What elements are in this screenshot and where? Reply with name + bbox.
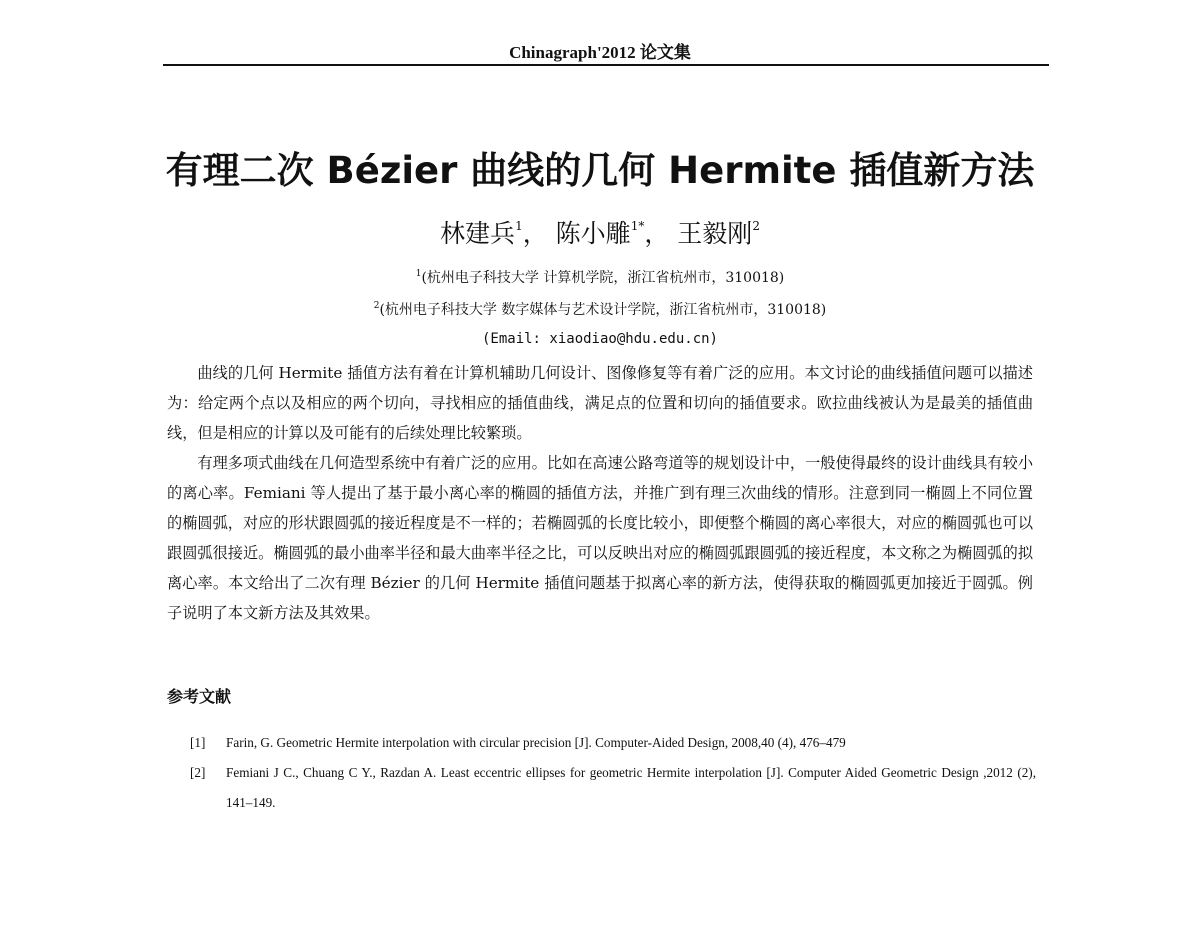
reference-number: [1] (190, 735, 206, 750)
author-name: 王毅刚 (677, 219, 753, 248)
paper-title: 有理二次 Bézier 曲线的几何 Hermite 插值新方法 (165, 149, 1035, 192)
affiliation-1 (0, 267, 1200, 287)
author-name: 林建兵 (440, 219, 516, 248)
reference-text: Femiani J C., Chuang C Y., Razdan A. Least eccentric ellipses for geometric Hermite interpolation [J]. Computer Aided Geometric Design ,2012 (2), 141–149. (226, 765, 1036, 810)
reference-item (190, 728, 1036, 758)
reference-item (190, 758, 1036, 818)
affiliation-mark: 2 (373, 301, 380, 311)
author-line (0, 214, 1200, 250)
abstract-paragraph: 曲线的几何 Hermite 插值方法有着在计算机辅助几何设计、图像修复等有着广泛的应用。本文讨论的曲线插值问题可以描述为：给定两个点以及相应的两个切向，寻找相应的插值曲线，满足点的位置和切向的插值要求。欧拉曲线被认为是最美的插值曲线，但是相应的计算以及可能有的后续处理比较繁琐。 (167, 364, 1033, 442)
contact-email: (Email: xiaodiao@hdu.edu.cn) (481, 331, 718, 347)
abstract-body (167, 358, 1033, 628)
running-header: Chinagraph'2012 论文集 (509, 43, 691, 62)
abstract-paragraph: 有理多项式曲线在几何造型系统中有着广泛的应用。比如在高速公路弯道等的规划设计中，一般使得最终的设计曲线具有较小的离心率。Femiani 等人提出了基于最小离心率的椭圆的插值方法，并推广到有理三次曲线的情形。注意到同一椭圆上不同位置的椭圆弧，对应的形状跟圆弧的接近程度是不一样的；若椭圆弧的长度比较小，即便整个椭圆的离心率很大，对应的椭圆弧也可以跟圆弧很接近。椭圆弧的最小曲率半径和最大曲率半径之比，可以反映出对应的椭圆弧跟圆弧的接近程度，本文称之为椭圆弧的拟离心率。本文给出了二次有理 Bézier 的几何 Hermite 插值问题基于拟离心率的新方法，使得获取的椭圆弧更加接近于圆弧。例子说明了本文新方法及其效果。 (167, 454, 1033, 622)
reference-number: [2] (190, 765, 206, 780)
reference-list (190, 728, 1036, 818)
header-rule (163, 64, 1049, 66)
affiliation-2 (0, 299, 1200, 319)
author-name: 陈小雕 (555, 219, 631, 248)
author-affil-mark: 1* (630, 219, 645, 233)
author-affil-mark: 1 (515, 219, 523, 233)
author-separator: ， (522, 219, 548, 248)
affiliation-text: (杭州电子科技大学 计算机学院，浙江省杭州市，310018) (421, 270, 785, 286)
author-affil-mark: 2 (752, 219, 760, 233)
reference-text: Farin, G. Geometric Hermite interpolation with circular precision [J]. Computer-Aided Design, 2008,40 (4), 476–479 (226, 735, 846, 750)
affiliation-text: (杭州电子科技大学 数字媒体与艺术设计学院，浙江省杭州市，310018) (379, 302, 827, 318)
affiliation-mark: 1 (415, 269, 422, 279)
author-separator: ， (644, 219, 670, 248)
references-heading: 参考文献 (167, 687, 232, 706)
